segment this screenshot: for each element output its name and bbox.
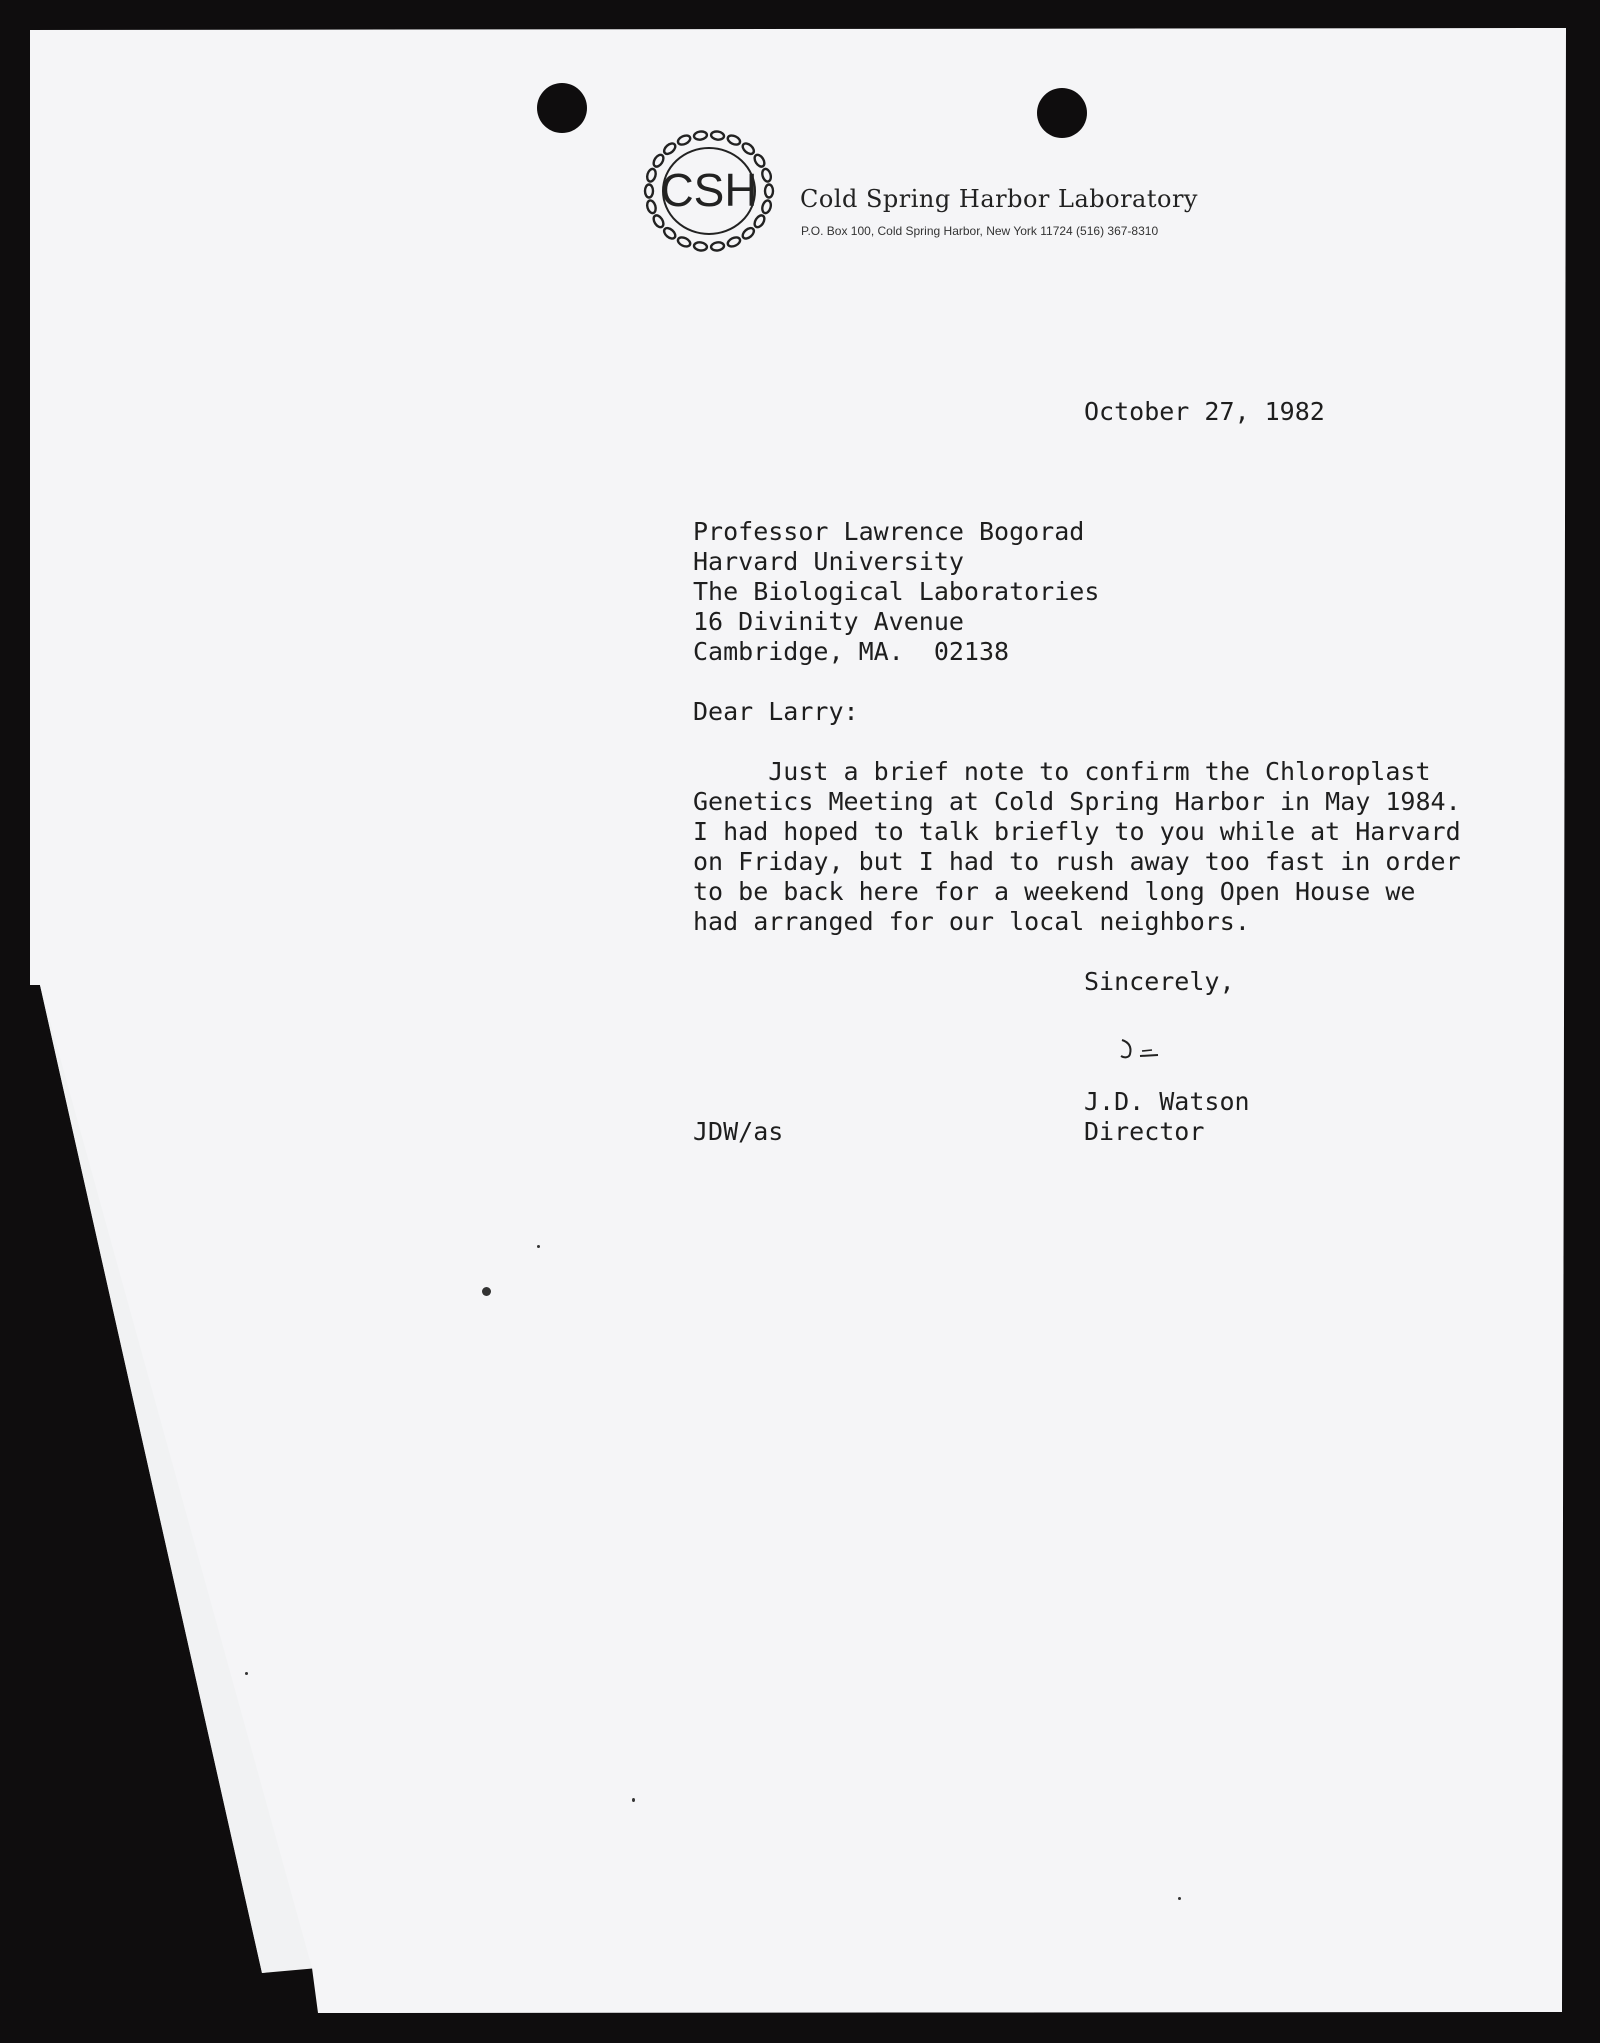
logo-ring-bead	[726, 134, 741, 147]
logo-ring-bead	[662, 141, 677, 156]
logo-ring-bead	[646, 199, 657, 214]
signature-icon	[1118, 1036, 1174, 1066]
reference-initials: JDW/as	[693, 1117, 784, 1146]
csh-logo-icon	[638, 124, 780, 258]
logo-ring-bead	[726, 236, 741, 249]
closing: Sincerely,	[1084, 967, 1235, 996]
recipient-line: Cambridge, MA. 02138	[693, 637, 1010, 666]
ink-speck	[482, 1287, 491, 1296]
logo-ring-bead	[662, 226, 677, 241]
logo-ring-bead	[677, 236, 692, 249]
signer-title: Director	[1084, 1117, 1205, 1146]
body-line: on Friday, but I had to rush away too fast in order	[693, 847, 1461, 876]
recipient-line: Professor Lawrence Bogorad	[693, 517, 1085, 546]
logo-ring-bead	[693, 131, 707, 141]
signer-name: J.D. Watson	[1084, 1087, 1250, 1116]
lab-name: Cold Spring Harbor Laboratory	[800, 185, 1198, 213]
body-line: to be back here for a weekend long Open House we	[693, 877, 1416, 906]
lab-address: P.O. Box 100, Cold Spring Harbor, New York 11724 (516) 367-8310	[801, 224, 1159, 238]
logo-ring-bead	[741, 141, 756, 156]
body-line: Just a brief note to confirm the Chloroplast	[693, 757, 1431, 786]
logo-text: CSH	[660, 164, 758, 216]
logo-ring-bead	[693, 242, 707, 252]
logo-ring-bead	[711, 131, 725, 141]
body-line: I had hoped to talk briefly to you while at Harvard	[693, 817, 1461, 846]
logo-ring-bead	[645, 185, 653, 198]
logo-ring-bead	[711, 242, 725, 252]
logo-ring-bead	[765, 185, 773, 198]
body-line: Genetics Meeting at Cold Spring Harbor in May 1984.	[693, 787, 1461, 816]
punch-hole-right	[1037, 88, 1087, 138]
logo-ring-bead	[677, 134, 692, 147]
ink-speck	[632, 1798, 635, 1802]
ink-speck	[1178, 1897, 1181, 1900]
logo-ring-bead	[761, 168, 772, 183]
recipient-line: The Biological Laboratories	[693, 577, 1100, 606]
punch-hole-left	[537, 83, 587, 133]
letter-date: October 27, 1982	[1084, 397, 1325, 426]
ink-speck	[245, 1672, 248, 1675]
body-line: had arranged for our local neighbors.	[693, 907, 1250, 936]
logo-ring-bead	[646, 168, 657, 183]
ink-speck	[537, 1245, 540, 1248]
logo-ring-bead	[761, 199, 772, 214]
recipient-line: Harvard University	[693, 547, 964, 576]
recipient-line: 16 Divinity Avenue	[693, 607, 964, 636]
logo-ring-bead	[741, 226, 756, 241]
salutation: Dear Larry:	[693, 697, 859, 726]
